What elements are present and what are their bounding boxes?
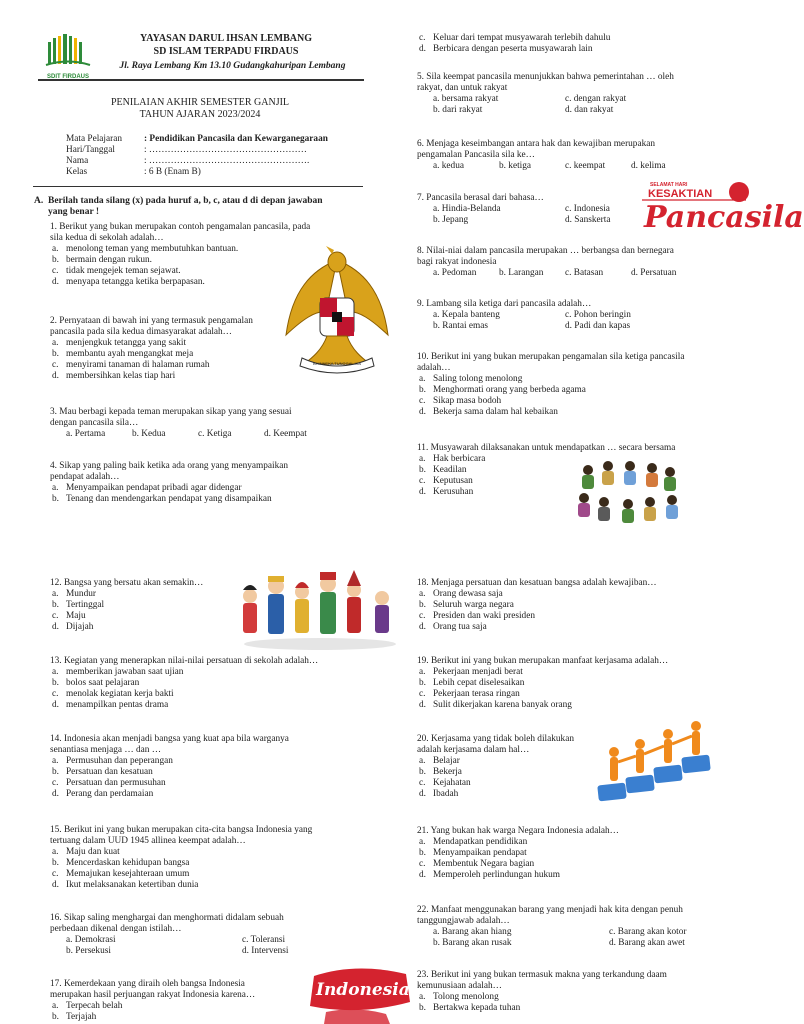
question-text: 20. Kerjasama yang tidak boleh dilakukan <box>417 734 574 744</box>
option-d[interactable]: d. kelima <box>631 161 666 171</box>
option-b[interactable]: b. dari rakyat <box>433 105 483 115</box>
section-number: A. <box>34 196 44 206</box>
option-row <box>417 310 631 321</box>
question-text: 5. Sila keempat pancasila menunjukkan bahwa pemerintahan … oleh <box>417 72 674 82</box>
badge-text-mid: KESAKTIAN <box>648 188 713 200</box>
question-20 <box>417 734 574 800</box>
badge-text-word: Pancasila <box>644 200 804 235</box>
question-text: 12. Bangsa yang bersatu akan semakin… <box>50 578 204 588</box>
option-d[interactable]: d. menampilkan pentas drama <box>52 700 169 710</box>
option-row <box>50 935 288 946</box>
option-row <box>417 321 631 332</box>
option-a[interactable]: a. Hak berbicara <box>419 454 486 464</box>
option-b[interactable]: b. Kedua <box>132 429 166 439</box>
question-text: 1. Berikut yang bukan merupakan contoh pengamalan pancasila, pada <box>50 222 311 232</box>
option-b[interactable]: b. bolos saat pelajaran <box>52 678 140 688</box>
option-d[interactable]: d. Perang dan perdamaian <box>52 789 154 799</box>
question-text: rakyat, dan untuk rakyat <box>417 83 508 93</box>
option-a[interactable]: a. Mundur <box>52 589 96 599</box>
school-logo <box>44 32 92 78</box>
badge-text-top: SELAMAT HARI <box>650 182 688 188</box>
option-c[interactable]: c. Toleransi <box>242 935 286 945</box>
option-a[interactable]: a. Hindia-Belanda <box>433 204 501 214</box>
option-c[interactable]: c. menolak kegiatan kerja bakti <box>52 689 174 699</box>
instruction-line: yang benar ! <box>48 207 100 217</box>
option-d[interactable]: d. Keempat <box>264 429 307 439</box>
option-d[interactable]: d. menyapa tetangga ketika berpapasan. <box>52 277 205 287</box>
traditional-costume-children-image <box>234 560 406 652</box>
question-text: dengan pancasila sila… <box>50 418 139 428</box>
question-5 <box>417 72 674 116</box>
option-c[interactable]: c. tidak mengejek teman sejawat. <box>52 266 181 276</box>
exam-title: PENILAIAN AKHIR SEMESTER GANJIL <box>110 97 290 108</box>
option-c[interactable]: c. Indonesia <box>565 204 610 214</box>
option-c[interactable]: c. Memajukan kesejahteraan umum <box>52 869 190 879</box>
option-d[interactable]: d. Ikut melaksanakan ketertiban dunia <box>52 880 199 890</box>
question-1 <box>50 222 310 288</box>
option-row <box>50 429 330 440</box>
option-b[interactable]: b. Larangan <box>499 268 544 278</box>
option-d[interactable]: d. membersihkan kelas tiap hari <box>52 371 176 381</box>
name-field[interactable]: : ……………………………………………. <box>144 156 310 166</box>
teamwork-puzzle-image <box>594 720 716 812</box>
option-row <box>417 161 697 172</box>
question-text: 21. Yang bukan hak warga Negara Indonesia adalah… <box>417 826 619 836</box>
option-b[interactable]: b. Mencerdaskan kehidupan bangsa <box>52 858 190 868</box>
option-a[interactable]: a. Belajar <box>419 756 460 766</box>
identity-value: : 6 B (Enam B) <box>144 167 201 177</box>
question-text: perbedaan dikenal dengan istilah… <box>50 924 182 934</box>
question-text: senantiasa menjaga … dan … <box>50 745 162 755</box>
option-d[interactable]: d. Barang akan awet <box>609 938 685 948</box>
date-field[interactable]: : …………………………………………… <box>144 145 307 155</box>
option-c[interactable]: c. Barang akan kotor <box>609 927 687 937</box>
question-text: pancasila pada sila kedua dimasyarakat adalah… <box>50 327 232 337</box>
question-16 <box>50 913 288 957</box>
header-divider <box>38 79 364 81</box>
option-c[interactable]: c. Persatuan dan permusuhan <box>52 778 166 788</box>
question-14 <box>50 734 289 800</box>
question-text: 22. Manfaat menggunakan barang yang menjadi hak kita dengan penuh <box>417 905 683 915</box>
question-text: 2. Pernyataan di bawah ini yang termasuk pengamalan <box>50 316 253 326</box>
option-row <box>417 215 610 226</box>
option-c[interactable]: c. Pohon beringin <box>565 310 631 320</box>
option-row <box>417 105 674 116</box>
question-text: 10. Berikut ini yang bukan merupakan pengamalan sila ketiga pancasila <box>417 352 685 362</box>
identity-value: : Pendidikan Pancasila dan Kewarganegaraan <box>144 134 328 144</box>
option-b[interactable]: b. Bekerja <box>419 767 462 777</box>
identity-label: Nama <box>66 156 89 166</box>
question-text: 13. Kegiatan yang menerapkan nilai-nilai persatuan di sekolah adalah… <box>50 656 319 666</box>
option-d[interactable]: d. Kerusuhan <box>419 487 474 497</box>
question-8 <box>417 246 697 279</box>
question-9 <box>417 299 631 332</box>
question-17 <box>50 979 256 1022</box>
option-b[interactable]: b. Persatuan dan kesatuan <box>52 767 153 777</box>
option-b[interactable]: b. membantu ayah mengangkat meja <box>52 349 194 359</box>
option-a[interactable]: a. Permusuhan dan peperangan <box>52 756 173 766</box>
option-b[interactable]: b. ketiga <box>499 161 532 171</box>
book-logo-icon <box>44 32 92 68</box>
option-row <box>417 204 610 215</box>
instruction-line: Berilah tanda silang (x) pada huruf a, b, c, atau d di depan jawaban <box>48 196 323 206</box>
option-c[interactable]: c. menyirami tanaman di halaman rumah <box>52 360 210 370</box>
question-text: 17. Kemerdekaan yang diraih oleh bangsa Indonesia <box>50 979 245 989</box>
option-c[interactable]: c. Presiden dan waki presiden <box>419 611 535 621</box>
option-b[interactable]: b. Keadilan <box>419 465 467 475</box>
option-b[interactable]: b. Persekusi <box>66 946 111 956</box>
question-12 <box>50 578 203 633</box>
question-4-continued <box>417 33 610 55</box>
option-row <box>417 268 697 279</box>
option-b[interactable]: b. Tenang dan mendengarkan pendapat yang disampaikan <box>52 494 272 504</box>
question-text: 8. Nilai-niai dalam pancasila merupakan … berbangsa dan bernegara <box>417 246 674 256</box>
option-d[interactable]: d. Orang tua saja <box>419 622 487 632</box>
question-6 <box>417 139 697 172</box>
question-10 <box>417 352 684 418</box>
question-text: pengamalan Pancasila sila ke… <box>417 150 535 160</box>
option-a[interactable]: a. Terpecah belah <box>52 1001 123 1011</box>
indonesia-badge-text: Indonesia <box>316 980 410 1000</box>
option-c[interactable]: c. Ketiga <box>198 429 232 439</box>
option-d[interactable]: d. Bekerja sama dalam hal kebaikan <box>419 407 558 417</box>
option-a[interactable]: a. Pedoman <box>433 268 477 278</box>
option-b[interactable]: b. Rantai emas <box>433 321 488 331</box>
option-a[interactable]: a. Pekerjaan menjadi berat <box>419 667 523 677</box>
question-text: 7. Pancasila berasal dari bahasa… <box>417 193 544 203</box>
question-text: sila kedua di sekolah adalah… <box>50 233 164 243</box>
question-text: bagi rakyat indonesia <box>417 257 497 267</box>
option-b[interactable]: b. Bertakwa kepada tuhan <box>419 1003 521 1013</box>
option-a[interactable]: a. Menyampaikan pendapat pribadi agar didengar <box>52 483 242 493</box>
option-d[interactable]: d. Dijajah <box>52 622 94 632</box>
option-a[interactable]: a. Mendapatkan pendidikan <box>419 837 528 847</box>
question-19 <box>417 656 668 711</box>
question-18 <box>417 578 657 633</box>
option-d[interactable]: d. Berbicara dengan peserta musyawarah lain <box>419 44 593 54</box>
option-a[interactable]: a. Maju dan kuat <box>52 847 120 857</box>
question-text: 23. Berikut ini yang bukan termasuk makna yang terkandung daam <box>417 970 667 980</box>
option-b[interactable]: b. Menghormati orang yang berbeda agama <box>419 385 586 395</box>
school-address: Jl. Raya Lembang Km 13.10 Gudangkahuripan Lembang <box>119 61 346 71</box>
question-4 <box>50 461 288 505</box>
question-text: 3. Mau berbagi kepada teman merupakan sikap yang yang sesuai <box>50 407 292 417</box>
identity-divider <box>33 186 363 187</box>
option-b[interactable]: b. bermain dengan rukun. <box>52 255 152 265</box>
question-7 <box>417 193 610 226</box>
school-name: SD ISLAM TERPADU FIRDAUS <box>153 46 299 57</box>
option-c[interactable]: c. Keluar dari tempat musyawarah terlebih dahulu <box>419 33 611 43</box>
option-d[interactable]: d. Sanskerta <box>565 215 611 225</box>
option-a[interactable]: a. Barang akan hiang <box>433 927 512 937</box>
option-c[interactable]: c. Keputusan <box>419 476 473 486</box>
option-a[interactable]: a. Tolong menolong <box>419 992 499 1002</box>
section-a-instruction <box>34 196 323 218</box>
option-b[interactable]: b. Tertinggal <box>52 600 105 610</box>
option-row <box>50 946 288 957</box>
question-15 <box>50 825 312 891</box>
identity-label: Mata Pelajaran <box>66 134 123 144</box>
option-b[interactable]: b. Jepang <box>433 215 469 225</box>
option-c[interactable]: c. dengan rakyat <box>565 94 627 104</box>
option-a[interactable]: a. Saling tolong menolong <box>419 374 523 384</box>
option-c[interactable]: c. Batasan <box>565 268 604 278</box>
garuda-banner-text: BHINNEKA TUNGGAL IKA <box>312 361 361 366</box>
option-b[interactable]: b. Terjajah <box>52 1012 97 1022</box>
option-d[interactable]: d. dan rakyat <box>565 105 614 115</box>
question-text: adalah kerjasama dalam hal… <box>417 745 530 755</box>
foundation-name: YAYASAN DARUL IHSAN LEMBANG <box>140 33 312 44</box>
option-a[interactable]: a. Orang dewasa saja <box>419 589 503 599</box>
question-text: 11. Musyawarah dilaksanakan untuk mendapatkan … secara bersama <box>417 443 676 453</box>
question-22 <box>417 905 686 949</box>
option-row <box>417 927 686 938</box>
option-a[interactable]: a. kedua <box>433 161 464 171</box>
logo-text: SDIT FIRDAUS <box>47 74 89 80</box>
option-a[interactable]: a. menolong teman yang membutuhkan bantuan. <box>52 244 239 254</box>
identity-label: Kelas <box>66 167 88 177</box>
identity-label: Hari/Tanggal <box>66 145 115 155</box>
option-a[interactable]: a. Demokrasi <box>66 935 116 945</box>
option-d[interactable]: d. Memperoleh perlindungan hukum <box>419 870 561 880</box>
question-23 <box>417 970 667 1014</box>
option-a[interactable]: a. Pertama <box>66 429 106 439</box>
option-d[interactable]: d. Intervensi <box>242 946 289 956</box>
question-text: 6. Menjaga keseimbangan antara hak dan kewajiban merupakan <box>417 139 656 149</box>
option-c[interactable]: c. Sikap masa bodoh <box>419 396 502 406</box>
option-row <box>417 94 674 105</box>
option-b[interactable]: b. Seluruh warga negara <box>419 600 514 610</box>
question-text: 4. Sikap yang paling baik ketika ada orang yang menyampaikan <box>50 461 289 471</box>
indonesia-badge-image <box>306 962 412 1024</box>
question-text: 9. Lambang sila ketiga dari pancasila adalah… <box>417 299 592 309</box>
question-text: 18. Menjaga persatuan dan kesatuan bangsa adalah kewajiban… <box>417 578 657 588</box>
option-d[interactable]: d. Ibadah <box>419 789 459 799</box>
option-d[interactable]: d. Persatuan <box>631 268 677 278</box>
question-text: tanggungjawab adalah… <box>417 916 510 926</box>
question-text: adalah… <box>417 363 451 373</box>
question-13 <box>50 656 318 711</box>
option-b[interactable]: b. Barang akan rusak <box>433 938 512 948</box>
musyawarah-people-image <box>574 458 682 528</box>
option-a[interactable]: a. Kepala banteng <box>433 310 500 320</box>
option-a[interactable]: a. memberikan jawaban saat ujian <box>52 667 184 677</box>
option-row <box>417 938 686 949</box>
question-text: pendapat adalah… <box>50 472 120 482</box>
option-d[interactable]: d. Sulit dikerjakan karena banyak orang <box>419 700 572 710</box>
question-text: 15. Berikut ini yang bukan merupakan cita-cita bangsa Indonesia yang <box>50 825 313 835</box>
question-2 <box>50 316 253 382</box>
question-text: 16. Sikap saling menghargai dan menghormati didalam sebuah <box>50 913 284 923</box>
question-text: tertuang dalam UUD 1945 allinea keempat adalah… <box>50 836 246 846</box>
academic-year: TAHUN AJARAN 2023/2024 <box>139 109 261 120</box>
option-c[interactable]: c. Membentuk Negara bagian <box>419 859 535 869</box>
question-text: 14. Indonesia akan menjadi bangsa yang kuat apa bila warganya <box>50 734 289 744</box>
option-b[interactable]: b. Menyampaikan pendapat <box>419 848 527 858</box>
option-d[interactable]: d. Padi dan kapas <box>565 321 631 331</box>
question-text: 19. Berikut ini yang bukan merupakan manfaat kerjasama adalah… <box>417 656 669 666</box>
option-a[interactable]: a. menjengkuk tetangga yang sakit <box>52 338 187 348</box>
option-a[interactable]: a. bersama rakyat <box>433 94 499 104</box>
question-text: kemunusiaan adalah… <box>417 981 502 991</box>
option-c[interactable]: c. Kejahatan <box>419 778 471 788</box>
question-3 <box>50 407 330 440</box>
question-21 <box>417 826 619 881</box>
identity-block <box>66 134 328 178</box>
option-c[interactable]: c. Maju <box>52 611 86 621</box>
option-c[interactable]: c. Pekerjaan terasa ringan <box>419 689 520 699</box>
option-c[interactable]: c. keempat <box>565 161 606 171</box>
option-b[interactable]: b. Lebih cepat diselesaikan <box>419 678 525 688</box>
question-text: merupakan hasil perjuangan rakyat Indonesia karena… <box>50 990 256 1000</box>
